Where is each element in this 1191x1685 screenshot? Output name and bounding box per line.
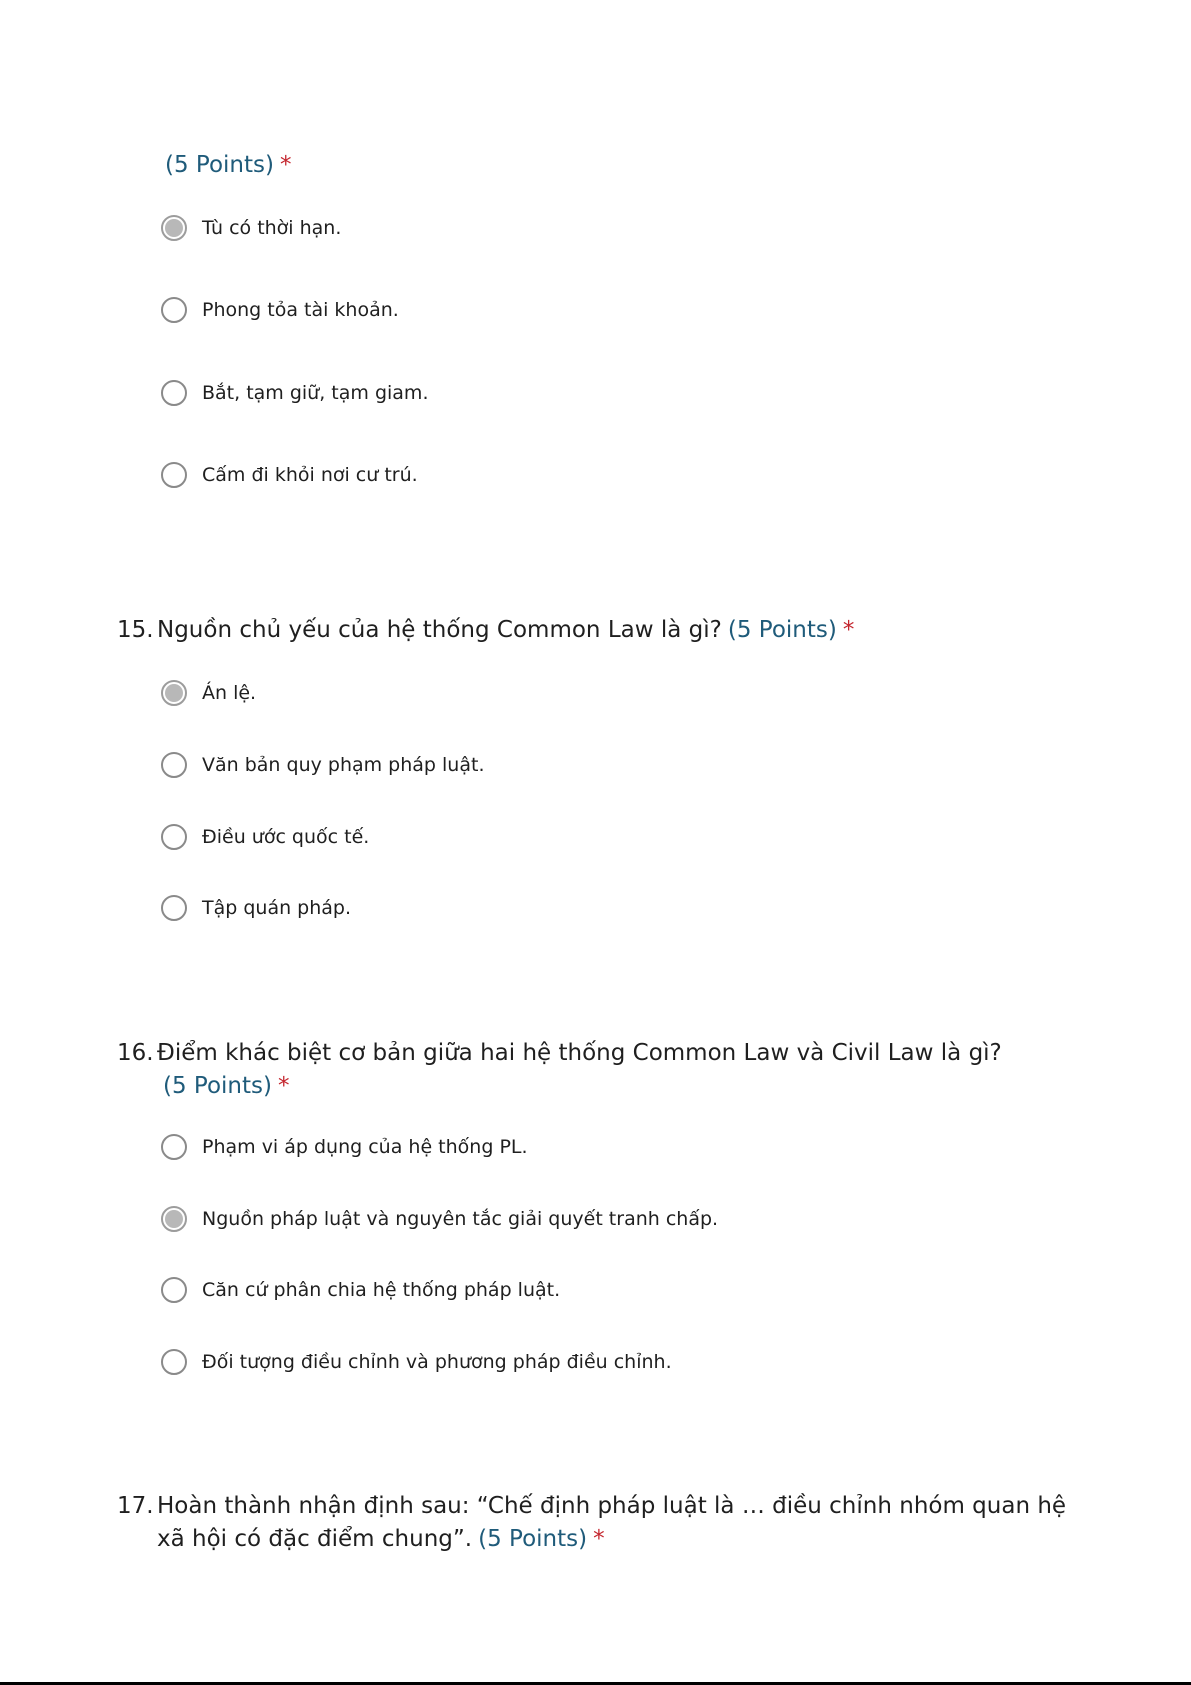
q17-number: 17. (117, 1493, 154, 1519)
q14-option-2-label: Phong tỏa tài khoản. (202, 299, 399, 321)
q15-option-1-label: Án lệ. (202, 682, 257, 704)
q16-option-4-label: Đối tượng điều chỉnh và phương pháp điều chỉnh. (202, 1351, 672, 1373)
q16-option-3[interactable] (161, 1275, 560, 1305)
q16-option-1-label: Phạm vi áp dụng của hệ thống PL. (202, 1136, 528, 1158)
q15-title (117, 614, 1077, 647)
q14-required-mark: * (279, 152, 292, 178)
q16-option-2[interactable] (161, 1204, 718, 1234)
q15-required-mark: * (842, 617, 855, 643)
q15-text: Nguồn chủ yếu của hệ thống Common Law là gì? (157, 617, 722, 643)
radio-unselected-icon[interactable] (161, 752, 187, 778)
q16-option-2-label: Nguồn pháp luật và nguyên tắc giải quyết tranh chấp. (202, 1208, 719, 1230)
q15-option-3-label: Điều ước quốc tế. (202, 826, 370, 848)
q16-title (117, 1037, 1077, 1103)
q16-option-4[interactable] (161, 1347, 672, 1377)
q14-option-2[interactable] (161, 295, 399, 325)
q16-text: Điểm khác biệt cơ bản giữa hai hệ thống Common Law và Civil Law là gì? (157, 1040, 1002, 1066)
radio-unselected-icon[interactable] (161, 1134, 187, 1160)
q14-option-3[interactable] (161, 378, 428, 408)
q15-option-4[interactable] (161, 893, 351, 923)
q17-text: Hoàn thành nhận định sau: “Chế định pháp luật là … điều chỉnh nhóm quan hệ xã hội có đặc điểm chung”. (157, 1493, 1067, 1552)
q14-points-line (165, 152, 291, 178)
q17-title (117, 1490, 1067, 1556)
q14-option-1[interactable] (161, 213, 341, 243)
radio-selected-icon[interactable] (161, 215, 187, 241)
q16-option-1[interactable] (161, 1132, 528, 1162)
q16-points: (5 Points) (163, 1073, 272, 1099)
q16-option-3-label: Căn cứ phân chia hệ thống pháp luật. (202, 1279, 561, 1301)
q15-option-4-label: Tập quán pháp. (202, 897, 352, 919)
q14-option-1-label: Tù có thời hạn. (202, 217, 342, 239)
q15-number: 15. (117, 617, 154, 643)
q15-option-3[interactable] (161, 822, 369, 852)
q16-number: 16. (117, 1040, 154, 1066)
q14-option-4[interactable] (161, 460, 418, 490)
q14-option-4-label: Cấm đi khỏi nơi cư trú. (202, 464, 418, 486)
q15-option-2-label: Văn bản quy phạm pháp luật. (202, 754, 485, 776)
q17-required-mark: * (593, 1526, 605, 1552)
radio-unselected-icon[interactable] (161, 380, 187, 406)
radio-selected-icon[interactable] (161, 1206, 187, 1232)
q15-points: (5 Points) (727, 617, 837, 643)
q14-option-3-label: Bắt, tạm giữ, tạm giam. (202, 382, 429, 404)
radio-unselected-icon[interactable] (161, 1277, 187, 1303)
radio-unselected-icon[interactable] (161, 462, 187, 488)
radio-unselected-icon[interactable] (161, 297, 187, 323)
q16-required-mark: * (277, 1073, 290, 1099)
q15-option-1[interactable] (161, 678, 256, 708)
radio-selected-icon[interactable] (161, 680, 187, 706)
q14-points: (5 Points) (165, 152, 274, 178)
radio-unselected-icon[interactable] (161, 895, 187, 921)
radio-unselected-icon[interactable] (161, 824, 187, 850)
q17-points: (5 Points) (478, 1526, 588, 1552)
radio-unselected-icon[interactable] (161, 1349, 187, 1375)
q15-option-2[interactable] (161, 750, 485, 780)
